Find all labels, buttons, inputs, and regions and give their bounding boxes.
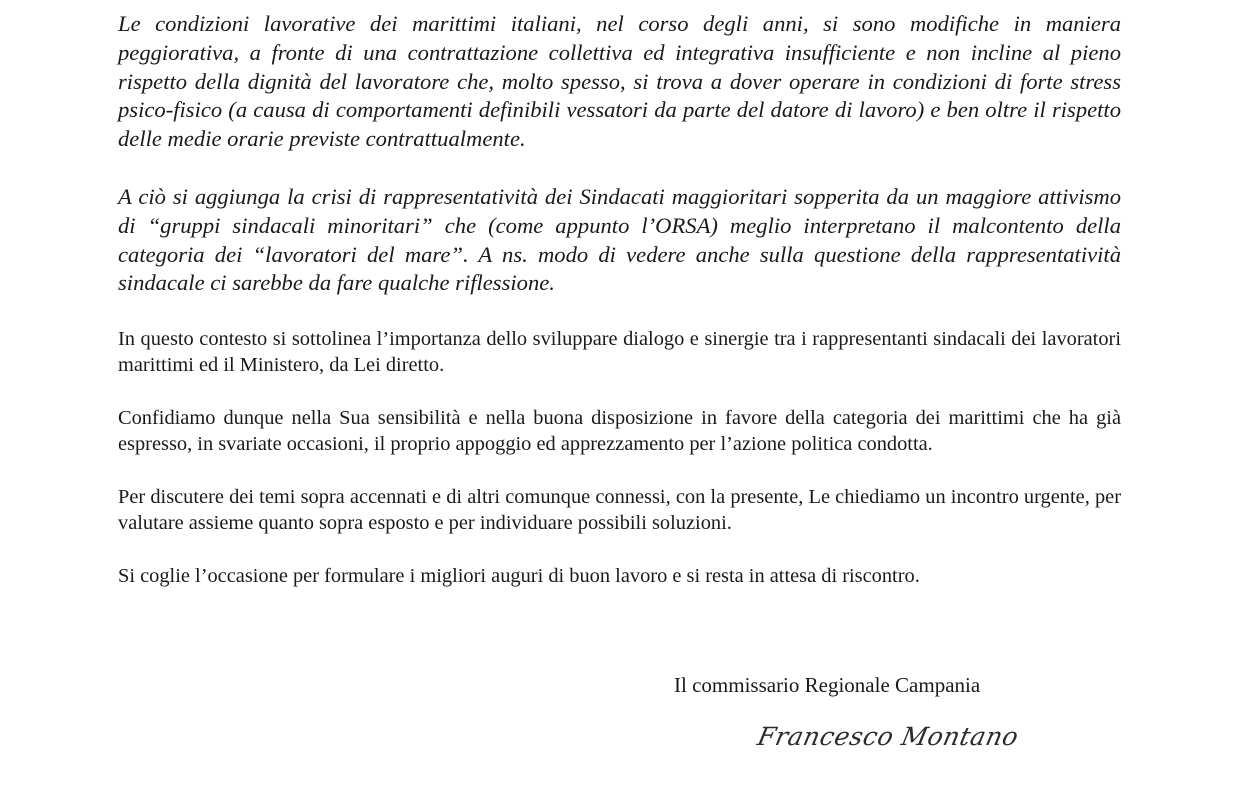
- paragraph-trust: Confidiamo dunque nella Sua sensibilità e nella buona disposizione in favore della categoria dei marittimi che ha già espresso, in svariate occasioni, il proprio appoggio ed apprezzamento per l’azione politica condotta.: [118, 407, 1121, 455]
- handwritten-signature: Francesco Montano: [754, 722, 1022, 751]
- signature-block: [674, 672, 1094, 751]
- paragraph-working-conditions: Le condizioni lavorative dei marittimi italiani, nel corso degli anni, si sono modifiche in maniera peggiorativa, a fronte di una contrattazione collettiva ed integrativa insufficiente e non incline al pieno rispetto della dignità del lavoratore che, molto spesso, si trova a dover operare in condizioni di forte stress psico-fisico (a causa di comportamenti definibili vessatori da parte del datore di lavoro) e ben oltre il rispetto delle medie orarie previste contrattualmente.: [118, 11, 1121, 152]
- signer-title: Il commissario Regionale Campania: [674, 673, 981, 697]
- paragraph-closing: Si coglie l’occasione per formulare i migliori auguri di buon lavoro e si resta in attesa di riscontro.: [118, 565, 920, 587]
- paragraph-representation-crisis: A ciò si aggiunga la crisi di rappresentatività dei Sindacati maggioritari sopperita da un maggiore attivismo di “gruppi sindacali minoritari” che (come appunto l’ORSA) meglio interpretano il malcontento della categoria dei “lavoratori del mare”. A ns. modo di vedere anche sulla questione della rappresentatività sindacale ci sarebbe da fare qualche riflessione.: [118, 184, 1121, 296]
- paragraph-dialogue: In questo contesto si sottolinea l’importanza dello sviluppare dialogo e sinergie tra i rappresentanti sindacali dei lavoratori marittimi ed il Ministero, da Lei diretto.: [118, 328, 1121, 376]
- paragraph-meeting-request: Per discutere dei temi sopra accennati e di altri comunque connessi, con la presente, Le chiediamo un incontro urgente, per valutare assieme quanto sopra esposto e per individuare possibili soluzioni.: [118, 486, 1121, 534]
